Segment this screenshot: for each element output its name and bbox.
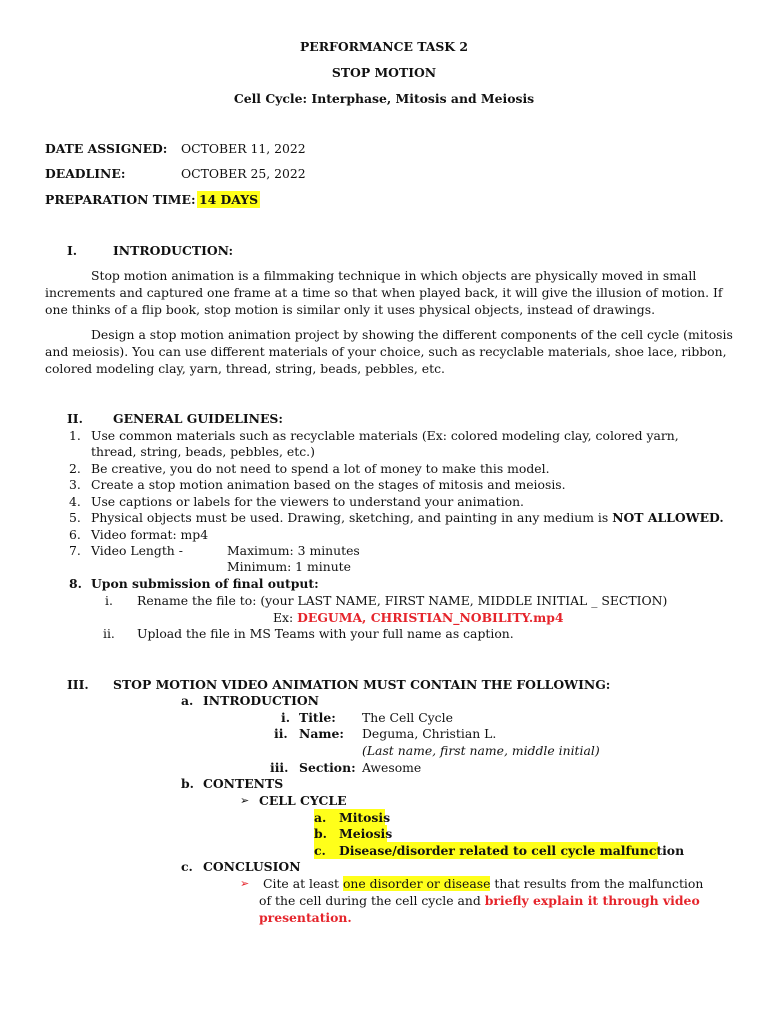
- guideline-3-text: Create a stop motion animation based on the stages of mitosis and meiosis.: [91, 477, 566, 492]
- cell-cycle-label: CELL CYCLE: [259, 793, 347, 808]
- upload-instruction: Upload the file in MS Teams with your full name as caption.: [137, 626, 514, 641]
- mitosis-label: Mitosis: [339, 810, 391, 825]
- task-title: PERFORMANCE TASK 2: [299, 39, 469, 54]
- name-format-note: (Last name, first name, middle initial): [362, 743, 600, 758]
- guideline-8-sub-ii-number: ii.: [103, 626, 115, 641]
- date-assigned-value: OCTOBER 11, 2022: [181, 141, 306, 156]
- item-a-introduction: INTRODUCTION: [203, 693, 319, 708]
- guideline-1-number: 1.: [69, 428, 81, 443]
- cell-cycle-item-a: [314, 809, 391, 826]
- document-subtitle: Cell Cycle: Interphase, Mitosis and Meiosis: [233, 91, 535, 106]
- deadline-label: DEADLINE:: [45, 166, 126, 181]
- preparation-time-value: 14 DAYS: [199, 192, 259, 207]
- meiosis-label: Meiosis: [339, 826, 393, 841]
- guideline-4-number: 4.: [69, 494, 81, 509]
- cell-cycle-item-b: [314, 825, 393, 842]
- item-b-letter: b.: [181, 776, 194, 791]
- guideline-6-number: 6.: [69, 527, 81, 542]
- section-3-heading: STOP MOTION VIDEO ANIMATION MUST CONTAIN THE FOLLOWING:: [113, 677, 611, 692]
- intro-paragraph-2: [45, 326, 735, 377]
- section-label: Section:: [299, 760, 356, 775]
- conclusion-text-3: of the cell during the cell cycle and: [259, 893, 485, 908]
- example-filename: DEGUMA, CHRISTIAN_NOBILITY.mp4: [297, 610, 564, 625]
- guideline-8-sub-i-number: i.: [105, 593, 113, 608]
- not-allowed-emphasis: NOT ALLOWED.: [612, 510, 724, 525]
- guideline-7-number: 7.: [69, 543, 81, 558]
- rename-example: [273, 609, 564, 626]
- title-label: Title:: [299, 710, 336, 725]
- section-2-numeral: II.: [67, 411, 83, 426]
- intro-paragraph-1-text: Stop motion animation is a filmmaking technique in which objects are physically moved in small increments and captured one frame at a time so that when played back, it will give the illusion of motion. If one thinks of a flip book, stop motion is similar only it uses physical objects, instead of drawings.: [45, 268, 723, 317]
- item-c-letter: c.: [181, 859, 193, 874]
- intro-paragraph-1: [45, 267, 735, 318]
- intro-iii-number: iii.: [270, 760, 289, 775]
- conclusion-red-2: presentation.: [259, 910, 352, 925]
- guideline-1-line-1: Use common materials such as recyclable materials (Ex: colored modeling clay, colored yarn,: [91, 428, 679, 443]
- date-assigned-label: DATE ASSIGNED:: [45, 141, 168, 156]
- guideline-8-text: Upon submission of final output:: [91, 576, 319, 591]
- example-label: Ex:: [273, 610, 298, 625]
- name-value: Deguma, Christian L.: [362, 726, 497, 741]
- rename-instruction: Rename the file to: (your LAST NAME, FIRST NAME, MIDDLE INITIAL _ SECTION): [137, 593, 668, 608]
- disease-disorder-label: Disease/disorder related to cell cycle malfunction: [339, 843, 685, 858]
- document-title: STOP MOTION: [331, 65, 437, 80]
- conclusion-line-2: [259, 892, 700, 909]
- section-3-numeral: III.: [67, 677, 89, 692]
- video-length-label: Video Length -: [91, 543, 183, 558]
- intro-i-number: i.: [281, 710, 291, 725]
- guideline-5: [91, 509, 724, 526]
- item-a-letter: a.: [181, 693, 194, 708]
- section-1-heading: INTRODUCTION:: [113, 243, 234, 258]
- conclusion-text-2: that results from the malfunction: [490, 876, 704, 891]
- guideline-5-text: Physical objects must be used. Drawing, sketching, and painting in any medium is: [91, 510, 613, 525]
- cell-cycle-item-c-letter: c.: [314, 843, 326, 858]
- guideline-4-text: Use captions or labels for the viewers to understand your animation.: [91, 494, 524, 509]
- conclusion-line-1: [263, 875, 703, 892]
- section-value: Awesome: [362, 760, 422, 775]
- intro-ii-number: ii.: [274, 726, 288, 741]
- item-c-conclusion: CONCLUSION: [203, 859, 301, 874]
- conclusion-highlight: one disorder or disease: [342, 876, 491, 891]
- cell-cycle-item-c: [314, 842, 685, 859]
- intro-paragraph-2-text: Design a stop motion animation project by showing the different components of the cell cycle (mitosis and meiosis). You can use different materials of your choice, such as recyclable materials, shoe lace, ribbon, colored modeling clay, yarn, thread, string, beads, pebbles, etc.: [45, 327, 733, 376]
- guideline-1-line-2: thread, string, beads, pebbles, etc.): [91, 444, 315, 459]
- video-length-minimum: Minimum: 1 minute: [227, 559, 351, 574]
- guideline-5-number: 5.: [69, 510, 81, 525]
- guideline-2-text: Be creative, you do not need to spend a lot of money to make this model.: [91, 461, 550, 476]
- arrow-bullet-icon: ➢: [240, 794, 250, 807]
- guideline-8-number: 8.: [69, 576, 82, 591]
- video-length-maximum: Maximum: 3 minutes: [227, 543, 360, 558]
- name-label: Name:: [299, 726, 344, 741]
- guideline-2-number: 2.: [69, 461, 81, 476]
- section-1-numeral: I.: [67, 243, 78, 258]
- guideline-3-number: 3.: [69, 477, 81, 492]
- conclusion-red-1: briefly explain it through video: [484, 893, 700, 908]
- section-2-heading: GENERAL GUIDELINES:: [113, 411, 283, 426]
- cell-cycle-item-a-letter: a.: [314, 810, 327, 825]
- arrow-bullet-red-icon: ➢: [240, 877, 250, 890]
- title-value: The Cell Cycle: [362, 710, 453, 725]
- preparation-time-label: PREPARATION TIME:: [45, 192, 196, 207]
- deadline-value: OCTOBER 25, 2022: [181, 166, 306, 181]
- guideline-6-text: Video format: mp4: [91, 527, 209, 542]
- conclusion-text-1: Cite at least: [263, 876, 343, 891]
- item-b-contents: CONTENTS: [203, 776, 284, 791]
- cell-cycle-item-b-letter: b.: [314, 826, 327, 841]
